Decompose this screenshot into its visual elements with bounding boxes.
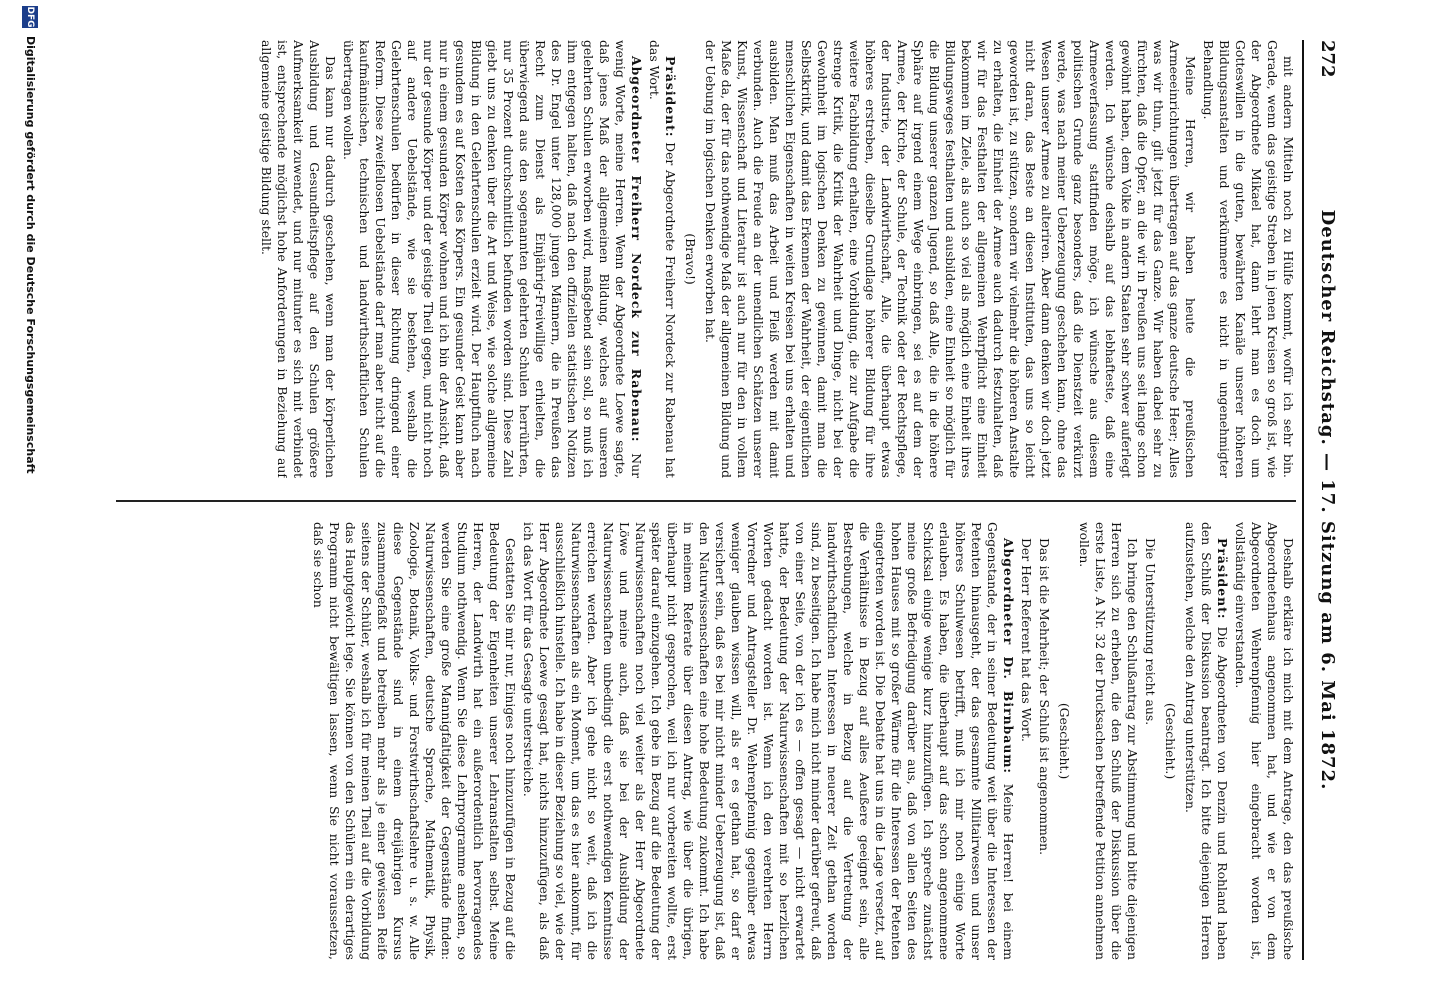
- running-title: Deutscher Reichstag. — 17. Sitzung am 6. Mai 1872.: [1317, 209, 1338, 791]
- text-column-left: [116, 40, 1296, 478]
- speech-text: Die Abgeordneten von Denzin und Rohland haben den Schluß der Diskussion beantragt. Ich bitte diejenigen Herren aufzustehen, welche den Antrag unterstützen.: [1183, 522, 1230, 960]
- speech-paragraph: [520, 522, 1016, 960]
- stage-direction: (Geschieht.): [1163, 702, 1178, 780]
- column-divider: [116, 500, 1296, 502]
- text-column-right: [116, 522, 1296, 960]
- speaker-name: Abgeordneter Freiherr Nordeck zur Rabenau:: [629, 56, 644, 443]
- speech-paragraph: [646, 40, 678, 478]
- speaker-name: Präsident:: [1215, 538, 1230, 620]
- paragraph: Deshalb erkläre ich mich mit dem Antrage, den das preußische Abgeordnetenhaus angenommen hat, und wie er von dem Abgeordneten Wehrenpfennig hier eingebracht worden ist, vollständig einverstanden.: [1233, 522, 1296, 960]
- speaker-name: Abgeordneter Dr. Birnbaum:: [1001, 538, 1016, 775]
- paragraph: mit andern Mitteln noch zu Hülfe kommt, wofür ich sehr bin. Gerade, wenn das geistige Streben in jenen Kreisen so groß ist, wie der Abgeordnete Mikael hat, dann lehrt man es doch um Gotteswillen in die guten, bewährten Kanäle unserer höheren Bildungsanstalten und verkümmere es nicht in ungenehmigter Behandlung.: [1201, 40, 1296, 478]
- paragraph: Das kann nur dadurch geschehen, wenn man der körperlichen Ausbildung und Gesundheitspflege auf den Schulen größere Aufmerksamkeit zuwendet, und nur mitunter es sich mit verbindet ist, entsprechende möglichst hohe Anforderungen in Beziehung auf allgemeine geistige Bildung stellt.: [259, 40, 338, 478]
- paragraph: Meine Herren, wir haben heute die preußischen Armeeeinrichtungen übertragen auf das ganze deutsche Heer; Alles was wir thun, gilt jetzt für das Ganze. Wir haben dabei sehr zu fürchten, daß die Opfer, an die wir in Preußen uns seit lange schon gewöhnt haben, dem Volke in andern Staaten sehr schwer auferlegt werden. Ich wünsche deshalb auf das lebhafteste, daß eine Armeeverfassung stattfinden möge, ich wünsche aus diesem politischen Grunde ganz besonders, daß die Dienstzeit verkürzt werde, was nach meiner Ueberzeugung geschehen kann, ohne das Wesen unserer Armee zu alteriren. Aber dann denken wir doch jetzt nicht daran, das Beste an diesen Instituten, das uns so leicht geworden ist, zu stützen, sondern wir vielmehr die höheren Anstalte zu erhalten, die Einheit der Armee auch dadurch festzuhalten, daß wir für das Festhalten der allgemeinen Wehrpflicht eine Einheit bekommen im Ziele, als auch so viel als möglich eine Einheit ihres Bildungsweges festhalten und ausbilden, eine Einheit so möglich für die Bildung unserer ganzen Jugend, so daß Alle, die in die höhere Sphäre auf irgend einem Wege einbringen, sei es auf dem der Armee, der Kirche, der Schule, der Technik oder der Rechtspflege, der Industrie, der Landwirthschaft, Alle, die überhaupt etwas höheres erstreben, dieselbe Grundlage höherer Bildung für ihre weitere Fachbildung erhalten, eine Vorbildung, die zur Aufgabe die strenge Kritik, die Kritik der Wahrheit und Dinge, nicht bei der Gewohnheit im logischen Denken zu gewinnen, damit man die Selbstkritik, und damit das Erkennen der Wahrheit, der eigentlichen menschlichen Eigenschaften in weiten Kreisen bei uns erhalten und ausbilden. Man muß das Arbeit und Fleiß werden mit damit verbunden. Auch die Freude an der unendlichen Schätzen unserer Kunst, Wissenschaft und Literatur ist auch nur für den in vollem Maße da, der für das nothwendige Maß der allgemeinen Bildung und der Uebung im logischen Denken erworben hat.: [703, 40, 1198, 478]
- paragraph: Gestatten Sie mir nur, Einiges noch hinzuzufügen in Bezug auf die Bedeutung der Eigenheiten unserer Lehranstalten selbst. Meine Herren, der Landwirth hat ein außerordentlich hervorragendes Studium nothwendig. Wenn Sie diese Lehrprogramme ansehen, so werden Sie eine große Mannigfaltigkeit der Gegenstände finden: Naturwissenschaften, deutsche Sprache, Mathematik, Physik, Zoologie, Botanik, Volks- und Forstwirthschaftslehre u. s. w. Alle diese Gegenstände sind in einem dreijährigen Kursus zusammengefaßt und betreiben mehr als je einer gewissen Reife seitens der Schüler, weshalb ich für meinen Theil auf die Vorbildung das Hauptgewicht lege. Sie können von den Schülern ein derartiges Programm nicht bewältigen lassen, wenn Sie nicht voraussetzen, daß sie schon: [311, 522, 518, 960]
- digitization-footer: [16, 0, 40, 1000]
- header-rule: [1302, 40, 1304, 960]
- speech-text: Nur wenig Worte, meine Herren. Wenn der Abgeordnete Loewe sagte, daß jenes Maß der allgemeinen Bildung, welches auf unseren gelehrten Schulen erworben wird, maßgebend sein soll, so muß ich ihm entgegen halten, daß nach den offiziellen statistischen Notizen des Dr. Engel unter 128,000 jungen Männern, die in Preußen das Recht zum Dienst als Einjährig-Freiwillige erhielten, die überwiegend aus den sogenannten gelehrten Schulen herrührten, nur 35 Prozent durchschnittlich befunden worden sind. Diese Zahl giebt uns zu denken über die Art und Weise, wie solche allgemeine Bildung in den Gelehrtenschulen erzielt wird. Der Hauptfluch nach gesundem es auf Kosten des Körpers. Ein gesunder Geist kann aber nur in einem gesunden Körper wohnen und ich bin der Ansicht, daß nur der gesunde Körper und der geistige Theil gegen, und nicht noch auf andere Uebelstände, wie sie bestehen, weshalb die Gelehrtenschulen bedürfen in dieser Richtung dringend einer Reform. Diese zweifellosen Uebelstände darf man aber nicht auf die kaufmännischen, technischen und landwirthschaftlichen Schulen übertragen wollen.: [341, 40, 644, 478]
- page-header: [1308, 40, 1342, 960]
- speech-text: Meine Herren! bei einem Gegenstande, der in seiner Bedeutung weit über die Interessen der Petenten hinausgeht, der das gesammte Militairwesen und unser höheres Schulwesen betrifft, muß ich mir noch einige Worte erlauben. Es haben, die überhaupt auf das schon angenommene Schicksal einige wenige kurz hinzuzufügen. Ich spreche zunächst meine große Befriedigung darüber aus, daß von allen Seiten des hohen Hauses mit so großer Wärme für die Interessen der Petenten eingetreten worden ist. Die Debatte hat uns in die Lage versetzt, auf die Verhältnisse in Bezug auf alles Aeußere geeignet sein, alle Bestrebungen, welche in Bezug auf die Vertretung der landwirthschaftlichen Interessen in neuerer Zeit gethan worden sind, zu beseitigen. Ich habe mich nicht minder darüber gefreut, daß von einer Seite, von der ich es — offen gesagt — nicht erwartet hatte, der Bedeutung der Naturwissenschaften mit so herzlichen Worten gedacht worden ist. Wenn ich den verehrten Herrn Vorredner und Antragsteller Dr. Wehrenpfennig gegenüber etwas weniger glauben wissen will, als er es gethan hat, so darf er versichert sein, daß es bei mir nicht minder Ueberzeugung ist, daß den Naturwissenschaften eine hohe Bedeutung zukommt. Ich habe in meinem Referate über diesen Antrag, wie über die übrigen, überhaupt nicht gesprochen, weil ich nur vorbereiten wollte, erst später darauf einzugehen. Ich gebe in Bezug auf die Bedeutung der Naturwissenschaften noch viel weiter als der Herr Abgeordnete Löwe und meine auch, daß sie bei der Ausbildung der Naturwissenschaften unbedingt die erst nothwendigen Kenntnisse erreichen werden. Aber ich gehe nicht so weit, daß ich die Naturwissenschaften als ein Moment, um das es hier ankommt, für ausschließlich hinstelle. Ich habe in dieser Beziehung so viel, wie der Herr Abgeordnete Loewe gesagt hat, nichts hinzuzufügen, als daß ich das Wort für das Gesagte unterstreiche.: [521, 522, 1016, 960]
- speech-paragraph: [1182, 522, 1230, 960]
- footer-text: Digitalisierung gefördert durch die Deutsche Forschungsgemeinschaft: [24, 36, 37, 474]
- paragraph: Das ist die Mehrheit; der Schluß ist angenommen.: [1037, 538, 1052, 856]
- speech-text: Der Abgeordnete Freiherr Nordeck zur Rabenau hat das Wort.: [647, 40, 678, 478]
- speaker-name: Präsident:: [663, 56, 678, 138]
- dfg-logo: DFG: [22, 6, 38, 28]
- paragraph: Der Herr Referent hat das Wort.: [1019, 538, 1034, 742]
- page-number: 272: [1317, 40, 1338, 78]
- paragraph: Die Unterstützung reicht aus.: [1143, 538, 1158, 726]
- stage-direction: (Bravo!): [683, 233, 698, 285]
- paragraph: Ich bringe den Schlußantrag zur Abstimmung und bitte diejenigen Herren sich zu erheben, die den Schluß der Diskussion über die erste Liste, A Nr. 32 der Drucksachen betreffende Petition annehmen wollen.: [1077, 522, 1140, 960]
- stage-direction: (Geschieht.): [1057, 702, 1072, 780]
- speech-paragraph: [340, 40, 644, 478]
